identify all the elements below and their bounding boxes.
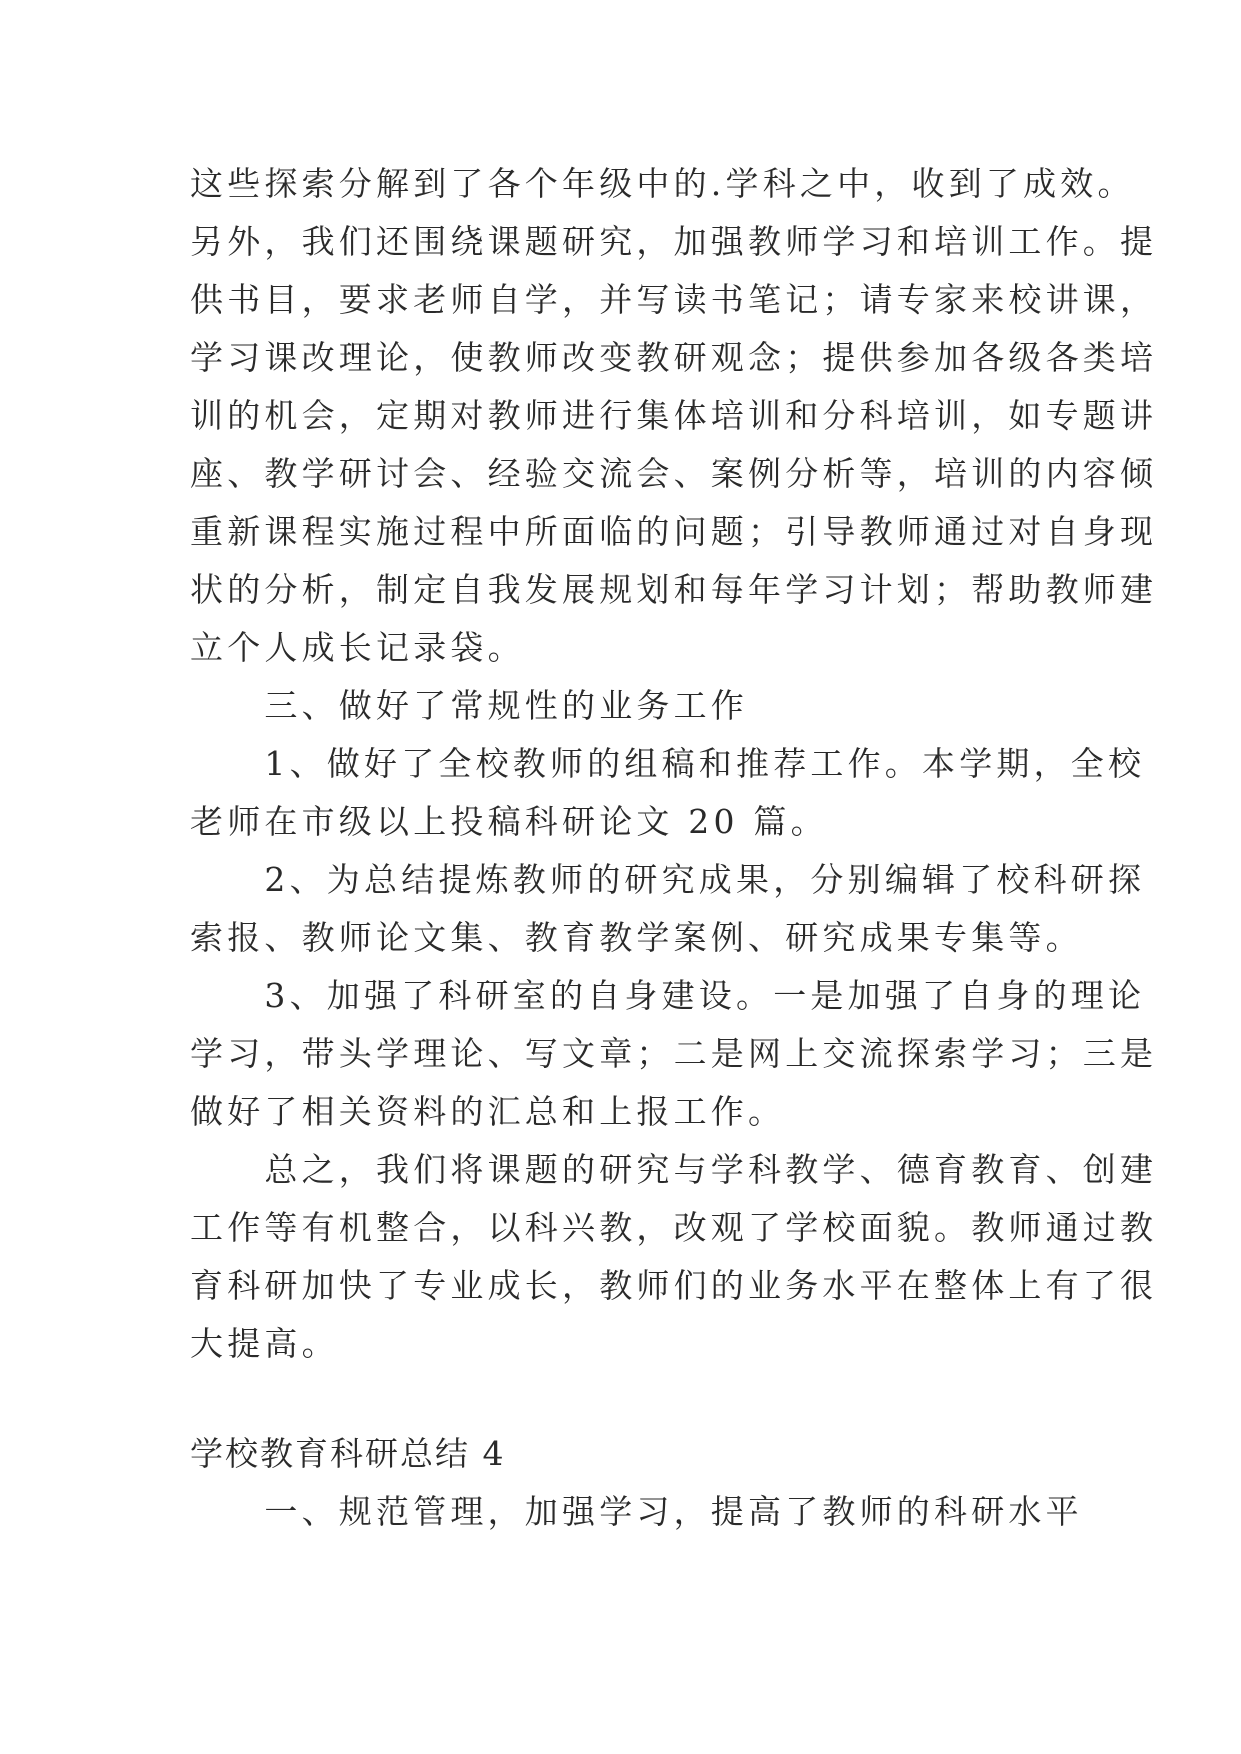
text-line: 这些探索分解到了各个年级中的.学科之中，收到了成效。 — [190, 164, 1135, 203]
text-line: 3、加强了科研室的自身建设。一是加强了自身的理论 — [190, 976, 1146, 1015]
text-line: 座、教学研讨会、经验交流会、案例分析等，培训的内容倾 — [190, 454, 1158, 493]
text-line: 供书目，要求老师自学，并写读书笔记；请专家来校讲课， — [190, 280, 1158, 319]
text-line: 2、为总结提炼教师的研究成果，分别编辑了校科研探 — [190, 860, 1146, 899]
text-line: 学习，带头学理论、写文章；二是网上交流探索学习；三是 — [190, 1034, 1158, 1073]
text-line: 索报、教师论文集、教育教学案例、研究成果专集等。 — [190, 918, 1083, 957]
section-first-line: 一、规范管理，加强学习，提高了教师的科研水平 — [190, 1492, 1083, 1531]
text-line: 重新课程实施过程中所面临的问题；引导教师通过对自身现 — [190, 512, 1158, 551]
text-line: 做好了相关资料的汇总和上报工作。 — [190, 1092, 786, 1131]
text-line: 训的机会，定期对教师进行集体培训和分科培训，如专题讲 — [190, 396, 1158, 435]
text-line: 总之，我们将课题的研究与学科教学、德育教育、创建 — [190, 1150, 1158, 1189]
subheading-line: 三、做好了常规性的业务工作 — [190, 686, 748, 725]
text-line: 老师在市级以上投稿科研论文 20 篇。 — [190, 802, 828, 841]
document-page — [190, 155, 1158, 1541]
text-line: 状的分析，制定自我发展规划和每年学习计划；帮助教师建 — [190, 570, 1158, 609]
text-line: 育科研加快了专业成长，教师们的业务水平在整体上有了很 — [190, 1266, 1158, 1305]
text-line: 立个人成长记录袋。 — [190, 628, 525, 667]
section-title: 学校教育科研总结 4 — [190, 1434, 506, 1473]
text-line: 大提高。 — [190, 1324, 339, 1363]
text-line: 学习课改理论，使教师改变教研观念；提供参加各级各类培 — [190, 338, 1158, 377]
text-line: 1、做好了全校教师的组稿和推荐工作。本学期，全校 — [190, 744, 1146, 783]
text-line: 工作等有机整合，以科兴教，改观了学校面貌。教师通过教 — [190, 1208, 1158, 1247]
text-line: 另外，我们还围绕课题研究，加强教师学习和培训工作。提 — [190, 222, 1158, 261]
